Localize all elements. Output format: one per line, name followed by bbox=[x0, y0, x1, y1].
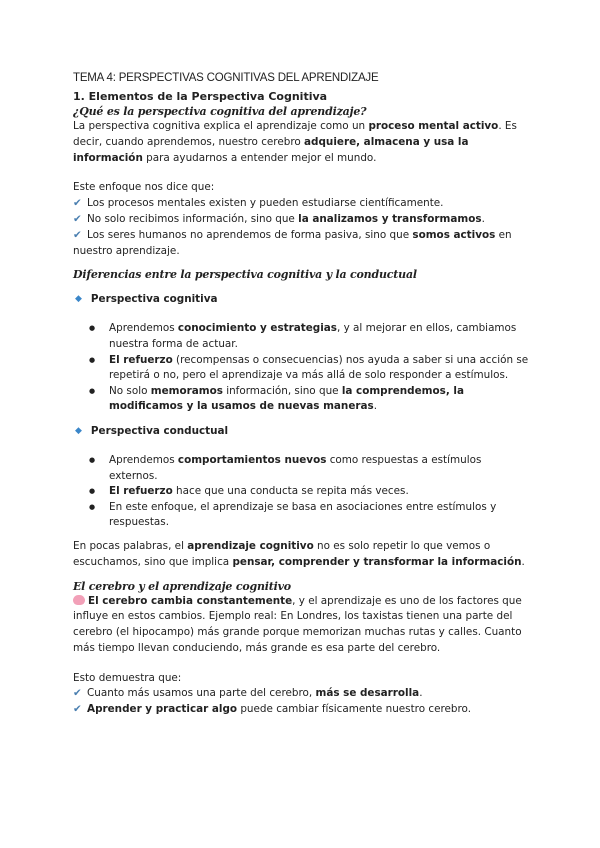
list-item: ● No solo memoramos información, sino que la comprendemos, la modificamos y la usamos de nuevas maneras. bbox=[109, 384, 533, 415]
diamond-icon: ◆ bbox=[75, 294, 82, 305]
section-heading-diferencias: Diferencias entre la perspectiva cognitiva y la conductual bbox=[73, 268, 417, 282]
brain-icon bbox=[73, 595, 85, 605]
list-cognitiva bbox=[73, 321, 533, 415]
check-icon: ✔ bbox=[73, 197, 82, 210]
check-item-4: ✔ Cuanto más usamos una parte del cerebro, más se desarrolla. bbox=[73, 687, 423, 700]
document-page bbox=[73, 70, 533, 718]
check-icon: ✔ bbox=[73, 687, 82, 700]
paragraph-definition: La perspectiva cognitiva explica el aprendizaje como un proceso mental activo. Es decir, cuando aprendemos, nuestro cerebro adquiere, almacena y usa la información para ayudarnos a entender mejor el mundo. bbox=[73, 120, 517, 164]
intro-text: Este enfoque nos dice que: bbox=[73, 181, 215, 194]
page-title: TEMA 4: PERSPECTIVAS COGNITIVAS DEL APRENDIZAJE bbox=[73, 72, 379, 84]
check-icon: ✔ bbox=[73, 212, 82, 225]
list-item: ● Aprendemos comportamientos nuevos como respuestas a estímulos externos. bbox=[109, 453, 533, 484]
intro-text-2: Esto demuestra que: bbox=[73, 671, 182, 684]
section-heading-cerebro: El cerebro y el aprendizaje cognitivo bbox=[73, 579, 291, 593]
list-item: ● El refuerzo hace que una conducta se repita más veces. bbox=[109, 484, 533, 500]
question-heading: ¿Qué es la perspectiva cognitiva del aprendizaje? bbox=[73, 105, 367, 118]
bullet-conductual: ◆ Perspectiva conductual bbox=[75, 424, 229, 437]
check-icon: ✔ bbox=[73, 703, 82, 716]
list-conductual bbox=[73, 453, 533, 531]
list-item: ● El refuerzo (recompensas o consecuencias) nos ayuda a saber si una acción se repetirá o no, pero el aprendizaje va más allá de solo responder a estímulos. bbox=[109, 353, 533, 384]
bullet-cognitiva: ◆ Perspectiva cognitiva bbox=[75, 293, 218, 306]
check-icon: ✔ bbox=[73, 228, 82, 241]
check-item-3: ✔ Los seres humanos no aprendemos de forma pasiva, sino que somos activos en nuestro aprendizaje. bbox=[73, 228, 512, 257]
diamond-icon: ◆ bbox=[75, 425, 82, 436]
check-item-1: ✔ Los procesos mentales existen y pueden estudiarse científicamente. bbox=[73, 197, 444, 210]
list-item: ● Aprendemos conocimiento y estrategias, y al mejorar en ellos, cambiamos nuestra forma de actuar. bbox=[109, 321, 533, 352]
list-item: ● En este enfoque, el aprendizaje se basa en asociaciones entre estímulos y respuestas. bbox=[109, 500, 533, 531]
section-heading-elementos: 1. Elementos de la Perspectiva Cognitiva bbox=[73, 90, 328, 103]
check-item-2: ✔ No solo recibimos información, sino que la analizamos y transformamos. bbox=[73, 212, 485, 225]
brain-paragraph: El cerebro cambia constantemente, y el aprendizaje es uno de los factores que influye en estos cambios. Ejemplo real: En Londres, los taxistas tienen una parte del cerebro (el hipocampo) más grande porque memorizan muchas rutas y calles. Cuanto más tiempo llevan conduciendo, más grande es esa parte del cerebro. bbox=[73, 594, 522, 654]
check-item-5: ✔ Aprender y practicar algo puede cambiar físicamente nuestro cerebro. bbox=[73, 703, 472, 716]
summary-paragraph: En pocas palabras, el aprendizaje cognitivo no es solo repetir lo que vemos o escuchamos, sino que implica pensar, comprender y transformar la información. bbox=[73, 539, 525, 568]
